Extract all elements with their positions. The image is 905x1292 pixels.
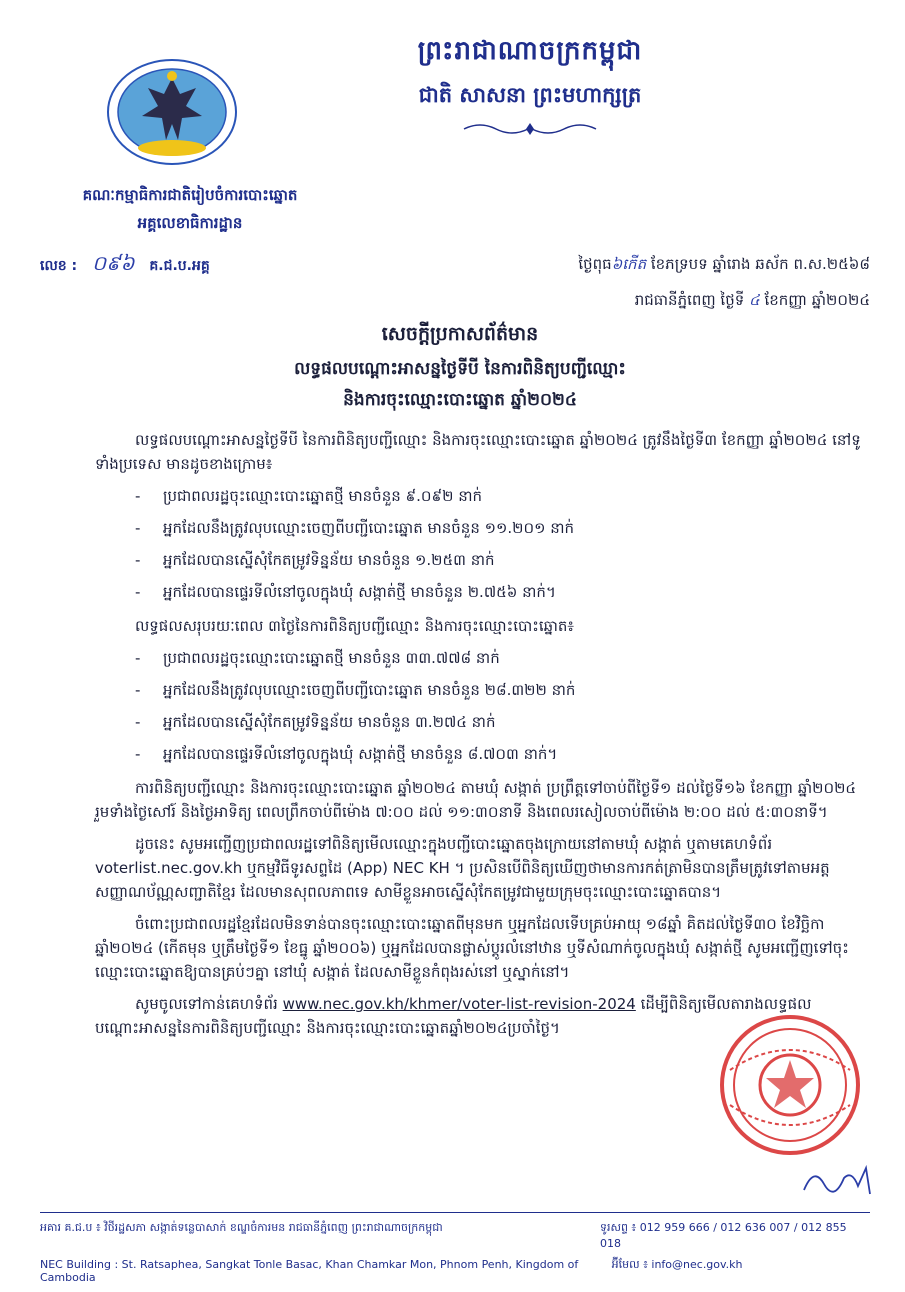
org-department: អគ្គលេខាធិការដ្ឋាន [137,214,243,232]
list-item: - អ្នកដែលនឹងត្រូវលុបឈ្មោះចេញពីបញ្ជីបោះឆ្នោត មានចំនួន ២៨.៣២២ នាក់ [135,681,576,699]
list-item: - អ្នកដែលបានស្នើសុំកែតម្រូវទិន្នន័យ មានចំនួន ១.២៥៣ នាក់ [135,551,495,569]
ornament-divider-icon [460,121,600,137]
nec-logo-icon [106,58,238,166]
paragraph-4: ដូចនេះ សូមអញ្ជើញប្រជាពលរដ្ឋទៅពិនិត្យមើលឈ្មោះក្នុងបញ្ជីបោះឆ្នោតចុងក្រោយនៅតាមឃុំ សង្កាត់ ឬតាមគេហទំព័រ voterlist.nec.gov.kh ឬកម្មវិធីទូរសព្ទដៃ (App) NEC KH ។ ប្រសិនបើពិនិត្យឃើញថាមានការកត់ត្រាមិនបានត្រឹមត្រូវទៅតាមអត្តសញ្ញាណប័ណ្ណសញ្ជាតិខ្មែរ ដែលមានសុពលភាពទេ សាមីខ្លួនអាចស្នើសុំកែតម្រូវជាមួយក្រុមចុះឈ្មោះបោះឆ្នោតបាន។ [95,835,830,901]
ref-number-handwritten: ០៩៦ [92,251,135,275]
solar-day-handwritten: ៤ [749,291,760,309]
list-item: - អ្នកដែលបានស្នើសុំកែតម្រូវទិន្នន័យ មានចំនួន ៣.២៧៤ នាក់ [135,713,496,731]
kingdom-header [300,34,760,137]
official-seal-stamp-icon [690,1010,880,1160]
list-item: - អ្នកដែលបានផ្ទេរទីលំនៅចូលក្នុងឃុំ សង្កាត់ថ្មី មានចំនួន ២.៧៥៦ នាក់។ [135,583,556,601]
date-block [500,255,870,327]
title-line-3: និងការចុះឈ្មោះបោះឆ្នោត ឆ្នាំ២០២៤ [343,390,577,410]
lunar-day-handwritten: ៦កើត [611,255,647,273]
document-body [95,428,875,1048]
paragraph-5: ចំពោះប្រជាពលរដ្ឋខ្មែរដែលមិនទាន់បានចុះឈ្មោះបោះឆ្នោតពីមុនមក ឬអ្នកដែលទើបគ្រប់អាយុ ១៨ឆ្នាំ គិតដល់ថ្ងៃទី៣០ ខែវិច្ឆិកា ឆ្នាំ២០២៤ (កើតមុន ឬត្រឹមថ្ងៃទី១ ខែធ្នូ ឆ្នាំ២០០៦) ឬអ្នកដែលបានផ្លាស់ប្ដូរលំនៅឋាន ឬទីសំណាក់ចូលក្នុងឃុំ សង្កាត់ថ្មី សូមអញ្ជើញទៅចុះឈ្មោះបោះឆ្នោតឱ្យបានគ្រប់ៗគ្នា នៅឃុំ សង្កាត់ ដែលសាមីខ្លួនកំពុងរស់នៅ ឬស្នាក់នៅ។ [95,915,849,981]
solar-date [500,291,870,313]
reference-number [40,250,340,280]
lunar-prefix: ថ្ងៃពុធ [578,255,612,273]
list-item: - ប្រជាពលរដ្ឋចុះឈ្មោះបោះឆ្នោតថ្មី មានចំនួន ៣៣.៧៧៨ នាក់ [135,649,500,667]
org-name: គណៈកម្មាធិការជាតិរៀបចំការបោះឆ្នោត [82,186,298,204]
list-item: - អ្នកដែលនឹងត្រូវលុបឈ្មោះចេញពីបញ្ជីបោះឆ្នោត មានចំនួន ១១.២០១ នាក់ [135,519,574,537]
title-line-2: លទ្ធផលបណ្ដោះអាសន្នថ្ងៃទីបី នៃការពិនិត្យបញ្ជីឈ្មោះ [294,359,626,379]
solar-prefix: រាជធានីភ្នំពេញ ថ្ងៃទី [634,291,745,309]
signature-icon [800,1160,880,1200]
paragraph-1: លទ្ធផលបណ្ដោះអាសន្នថ្ងៃទីបី នៃការពិនិត្យបញ្ជីឈ្មោះ និងការចុះឈ្មោះបោះឆ្នោត ឆ្នាំ២០២៤ ត្រូវនឹងថ្ងៃទី៣ ខែកញ្ញា ឆ្នាំ២០២៤ នៅទូទាំងប្រទេស មានដូចខាងក្រោម៖ [95,431,861,473]
page-footer [40,1212,870,1292]
list-item: - អ្នកដែលបានផ្ទេរទីលំនៅចូលក្នុងឃុំ សង្កាត់ថ្មី មានចំនួន ៨.៧០៣ នាក់។ [135,745,558,763]
email-address[interactable]: អ៊ីមែល ៖ info@nec.gov.kh [611,1258,743,1271]
paragraph-6: សូមចូលទៅកាន់គេហទំព័រ www.nec.gov.kh/khmer/voter-list-revision-2024 ដើម្បីពិនិត្យមើលតារាងលទ្ធផលបណ្ដោះអាសន្ននៃការពិនិត្យបញ្ជីឈ្មោះ និងការចុះឈ្មោះបោះឆ្នោតឆ្នាំ២០២៤ប្រចាំថ្ងៃ។ [95,995,812,1037]
kingdom-title: ព្រះរាជាណាចក្រកម្ពុជា [417,36,643,66]
national-motto: ជាតិ សាសនា ព្រះមហាក្សត្រ [418,82,642,107]
organization-block [40,186,340,236]
phone-numbers: ទូរសព្ទ ៖ 012 959 666 / 012 636 007 / 012 855 018 [600,1221,847,1250]
day-three-results-list [95,484,875,604]
title-line-1: សេចក្ដីប្រកាសព័ត៌មាន [381,323,539,345]
paragraph-2: លទ្ធផលសរុបរយៈពេល ៣ថ្ងៃនៃការពិនិត្យបញ្ជីឈ្មោះ និងការចុះឈ្មោះបោះឆ្នោត៖ [135,617,574,635]
three-day-totals-list [95,646,875,766]
solar-rest: ខែកញ្ញា ឆ្នាំ២០២៤ [764,291,870,309]
ref-suffix: គ.ជ.ប.អគ្គ [149,258,210,274]
address-khmer: អគារ គ.ជ.ប ៖ វិថីរដ្ឋសភា សង្កាត់ទន្លេបាសាក់ ខណ្ឌចំការមន រាជធានីភ្នំពេញ ព្រះរាជាណាចក្រកម្ពុជា [40,1221,443,1234]
address-english: NEC Building : St. Ratsaphea, Sangkat Tonle Basac, Khan Chamkar Mon, Phnom Penh, Kingdom of Cambodia [40,1258,579,1284]
lunar-rest: ខែភទ្របទ ឆ្នាំរោង ឆស័ក ព.ស.២៥៦៨ [650,255,870,273]
announcement-title [150,322,770,414]
paragraph-3: ការពិនិត្យបញ្ជីឈ្មោះ និងការចុះឈ្មោះបោះឆ្នោត ឆ្នាំ២០២៤ តាមឃុំ សង្កាត់ ប្រព្រឹត្តទៅចាប់ពីថ្ងៃទី១ ដល់ថ្ងៃទី១៦ ខែកញ្ញា ឆ្នាំ២០២៤ រួមទាំងថ្ងៃសៅរ៍ និងថ្ងៃអាទិត្យ ពេលព្រឹកចាប់ពីម៉ោង ៧:០០ ដល់ ១១:៣០នាទី និងពេលរសៀលចាប់ពីម៉ោង ២:០០ ដល់ ៥:៣០នាទី។ [95,779,857,821]
lunar-date [500,255,870,277]
list-item: - ប្រជាពលរដ្ឋចុះឈ្មោះបោះឆ្នោតថ្មី មានចំនួន ៩.០៩២ នាក់ [135,487,483,505]
ref-label: លេខ : [40,258,78,274]
voter-list-revision-link[interactable]: www.nec.gov.kh/khmer/voter-list-revision-2024 [282,995,636,1013]
